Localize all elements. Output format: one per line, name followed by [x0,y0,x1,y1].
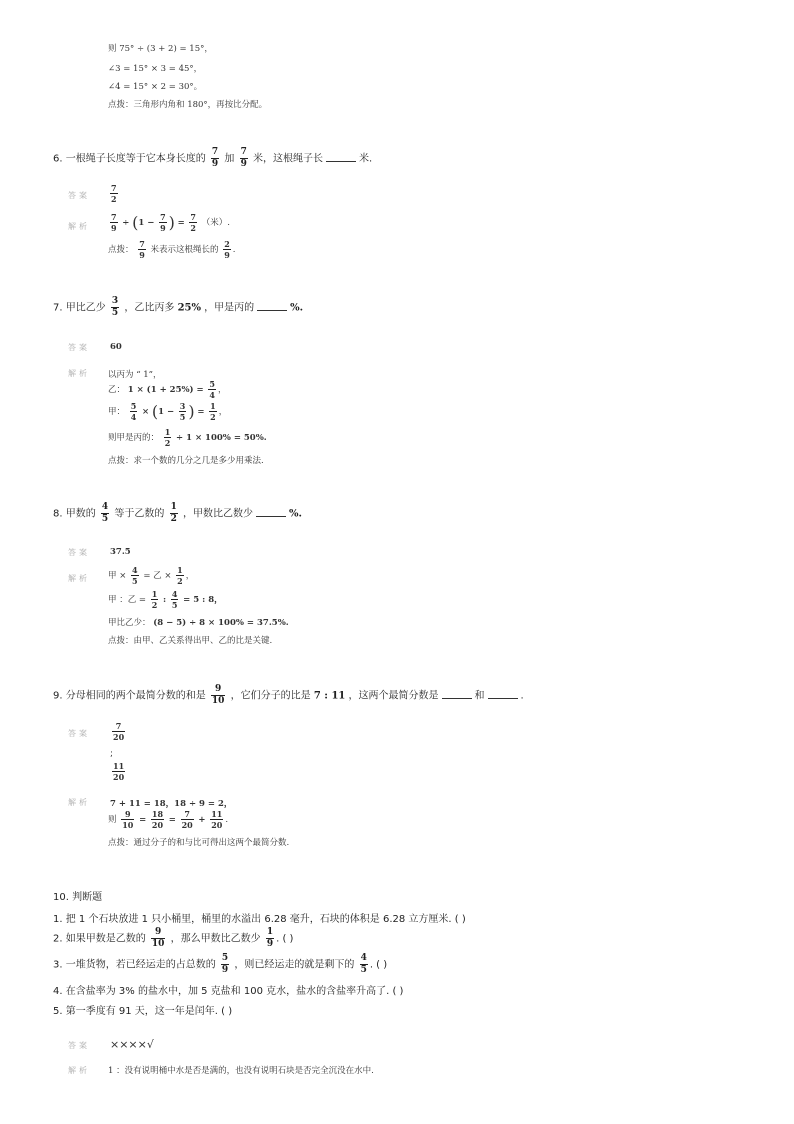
q7-answer-label: 答案 [68,343,90,352]
prev-solution-tip: 点拨：三角形内角和 180°，再按比分配。 [108,100,268,110]
q9-analysis-tip: 点拨：通过分子的和与比可得出这两个最简分数. [108,838,290,848]
q7-text-b: ，乙比丙多 [124,302,175,314]
q6-answer-label: 答案 [68,191,90,200]
q9-analysis-line-2: 则 $\frac{9}{10}$ = $\frac{18}{20}$ = $\frac{7}{20}$ + $\frac{11}{20}$ . [108,809,229,830]
question-10-title: 10. 判断题 [53,892,103,903]
q7-answer: 60 [110,342,122,352]
q7-text-a: 7. 甲比乙少 [53,302,106,314]
q9-text-a: 9. 分母相同的两个最简分数的和是 [53,690,206,702]
q7-fraction: $\frac{3}{5}$ [111,296,119,318]
q7-percent: 25% [177,302,201,314]
q7-analysis-line-2: 乙： 1 × (1 + 25%) = $\frac{5}{4}$ ， [108,379,227,400]
q10-answer: ××××√ [110,1038,154,1051]
q8-text-b: 等于乙数的 [114,508,165,520]
q6-analysis-label: 解析 [68,222,90,231]
q9-text-c: ，这两个最简分数是 [348,690,439,702]
q9-analysis-label: 解析 [68,798,90,807]
q10-statement-4: 4. 在含盐率为 3% 的盐水中，加 5 克盐和 100 克水，盐水的含盐率升高了. ( ) [53,986,404,997]
q9-text-d: 和 [474,690,485,702]
q6-fraction-1: $\frac{7}{9}$ [211,147,219,169]
q9-answer-separator: ; [110,749,113,759]
q6-text-c: 米，这根绳子长 [253,153,324,165]
q9-answer-blank-1 [442,690,472,699]
q10-statement-1: 1. 把 1 个石块放进 1 只小桶里，桶里的水溢出 6.28 毫升，石块的体积是 6.28 立方厘米. ( ) [53,914,466,925]
q7-answer-blank [257,302,287,311]
prev-solution-line-2: ∠3 = 15° × 3 = 45°， [108,64,203,74]
q8-fraction-2: $\frac{1}{2}$ [170,502,177,524]
q6-answer-blank [326,153,356,162]
question-9 [53,685,524,706]
q9-answer-2: $\frac{11}{20}$ [113,761,125,782]
q8-text-c: ，甲数比乙数少 [183,508,254,520]
q7-text-d: %. [290,302,304,314]
q8-analysis-tip: 点拨：由甲、乙关系得出甲、乙的比是关键. [108,636,273,646]
q9-answer-1: $\frac{7}{20}$ [113,721,125,742]
q7-analysis-line-4: 则甲是丙的： $\frac{1}{2}$ ÷ 1 × 100% = 50%. [108,427,267,448]
q10-analysis-label: 解析 [68,1066,90,1075]
q8-answer: 37.5 [110,547,131,557]
q8-analysis-line-2: 甲 ：乙 = $\frac{1}{2}$ : $\frac{4}{5}$ = 5 : 8， [108,589,223,610]
q9-fraction: $\frac{9}{10}$ [211,684,225,706]
q8-text-d: %. [289,508,302,520]
q10-answer-label: 答案 [68,1041,90,1050]
question-6 [53,148,372,169]
q6-text-b: 加 [224,153,235,165]
q7-text-c: ，甲是丙的 [204,302,255,314]
q6-fraction-2: $\frac{7}{9}$ [240,147,247,169]
q8-text-a: 8. 甲数的 [53,508,96,520]
q6-answer: $\frac{7}{2}$ [111,183,117,204]
q10-statement-3: 3. 一堆货物，若已经运走的占总数的 $\frac{5}{9}$ ，则已经运走的就是剩下的 $\frac{4}{5}$ . ( ) [53,953,388,975]
q7-analysis-tip: 点拨：求一个数的几分之几是多少用乘法. [108,456,264,466]
question-8 [53,503,302,524]
q6-text-a: 6. 一根绳子长度等于它本身长度的 [53,153,206,165]
prev-solution-line-3: ∠4 = 15° × 2 = 30°。 [108,82,203,92]
q7-analysis-line-3: 甲： $\frac{5}{4}$ × (1 − $\frac{3}{5}$ ) = $\frac{1}{2}$ ， [108,401,228,422]
q8-answer-label: 答案 [68,548,90,557]
question-7 [53,297,303,318]
q6-analysis-line-1: $\frac{7}{9}$ ÷ (1 − $\frac{7}{9}$ ) = $\frac{7}{2}$ （米）. [111,212,230,233]
q9-answer-blank-2 [488,690,518,699]
q10-analysis-line-1: 1 ：没有说明桶中水是否是满的，也没有说明石块是否完全沉没在水中. [108,1066,374,1076]
q8-fraction-1: $\frac{4}{5}$ [101,502,109,524]
q8-analysis-label: 解析 [68,574,90,583]
q9-text-b: ，它们分子的比是 [230,690,311,702]
q9-analysis-line-1: 7 + 11 = 18，18 ÷ 9 = 2， [110,799,233,809]
q10-statement-5: 5. 第一季度有 91 天，这一年是闰年. ( ) [53,1006,233,1017]
q9-text-e: . [520,690,524,702]
q6-analysis-tip: 点拨： $\frac{7}{9}$ 米表示这根绳长的 $\frac{2}{9}$ . [108,239,236,260]
q9-answer-label: 答案 [68,729,90,738]
q8-analysis-line-1: 甲 × $\frac{4}{5}$ = 乙 × $\frac{1}{2}$ ， [108,565,195,586]
q7-analysis-line-1: 以丙为 “ 1”， [108,370,162,380]
q8-analysis-line-3: 甲比乙少： (8 − 5) ÷ 8 × 100% = 37.5%. [108,618,289,628]
q7-analysis-label: 解析 [68,369,90,378]
q6-text-d: 米. [359,153,373,165]
q8-answer-blank [256,508,286,517]
q10-statement-2: 2. 如果甲数是乙数的 $\frac{9}{10}$ ，那么甲数比乙数少 $\frac{1}{9}$ . ( ) [53,927,294,949]
q9-ratio: 7 : 11 [313,690,346,702]
prev-solution-line-1: 则 75° ÷ (3 + 2) = 15°， [108,44,213,54]
